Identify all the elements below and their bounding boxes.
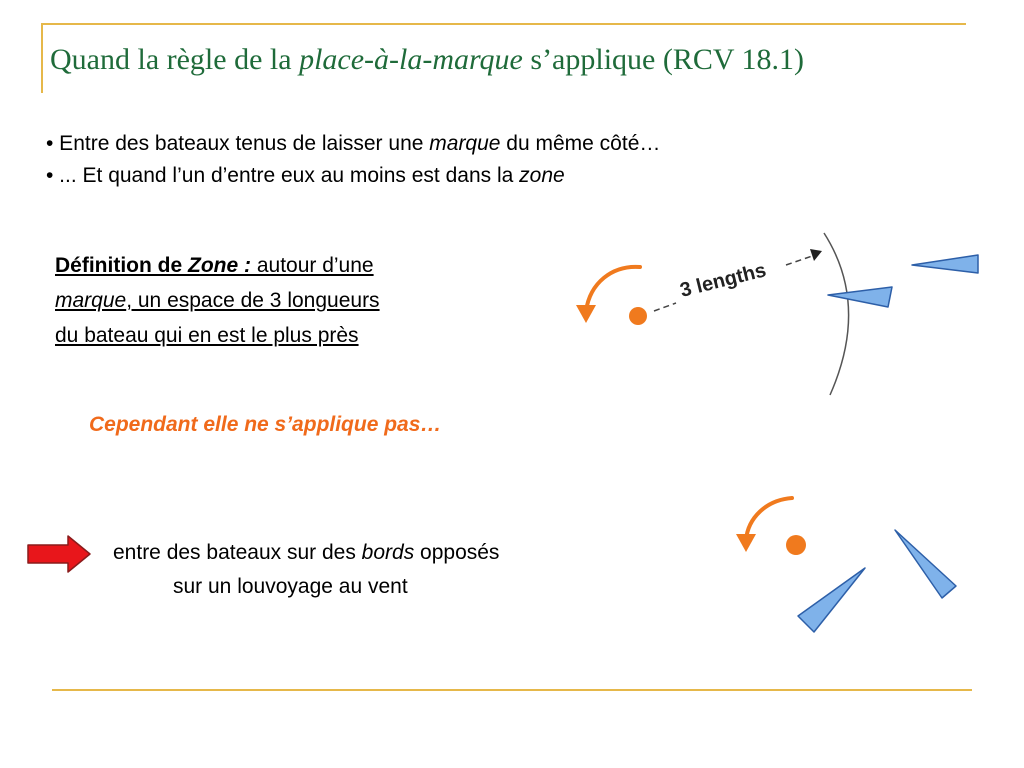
zone-diagram: [570, 225, 990, 400]
definition-heading-italic: Zone :: [188, 254, 251, 277]
bullet-item: [46, 128, 660, 160]
title-rule-top: [41, 23, 966, 25]
definition-line-2: [55, 283, 380, 318]
bullet-text: du même côté…: [500, 132, 661, 155]
zone-definition: [55, 248, 380, 353]
title-text-italic: place-à-la-marque: [299, 43, 523, 76]
bullet-item: [46, 160, 660, 192]
distance-arrowhead-icon: [810, 249, 822, 261]
definition-line-3: du bateau qui en est le plus près: [55, 324, 359, 347]
bullet-text: • Entre des bateaux tenus de laisser une: [46, 132, 430, 155]
condition-text-italic: bords: [361, 541, 415, 564]
distance-line-left: [654, 303, 676, 311]
condition-text: opposés: [414, 541, 500, 564]
definition-line-1: [55, 248, 380, 283]
boat-icon: [798, 568, 865, 632]
bullet-text: • ... Et quand l’un d’entre eux au moins est dans la: [46, 164, 520, 187]
red-arrow-icon: [26, 534, 92, 574]
title-text-2: s’applique (RCV 18.1): [522, 43, 804, 76]
footer-rule: [52, 689, 972, 691]
boat-icon: [828, 287, 892, 307]
exception-condition: [113, 536, 499, 604]
zone-boundary-arc: [824, 233, 849, 395]
condition-text: entre des bateaux sur des: [113, 541, 362, 564]
however-text: Cependant elle ne s’applique pas…: [89, 413, 442, 436]
definition-line-2-text: , un espace de 3 longueurs: [126, 289, 380, 312]
distance-line-right: [786, 255, 815, 265]
condition-line-1: [113, 536, 499, 570]
mark-icon: [786, 535, 806, 555]
boat-icon: [912, 255, 978, 273]
title-rule-left: [41, 23, 43, 93]
definition-line-2-italic: marque: [55, 289, 127, 312]
bullet-text-italic: zone: [519, 164, 565, 187]
slide-title: [50, 40, 1020, 80]
title-text-1: Quand la règle de la: [50, 43, 300, 76]
bullet-list: [46, 128, 660, 192]
distance-label: 3 lengths: [677, 259, 769, 302]
mark-rounding-arrowhead-icon: [736, 534, 756, 552]
definition-heading-text: Définition de: [55, 254, 188, 277]
mark-rounding-arrow-icon: [746, 498, 792, 540]
bullet-text-italic: marque: [429, 132, 501, 155]
boat-icon: [895, 530, 956, 598]
condition-line-2: sur un louvoyage au vent: [173, 575, 408, 598]
mark-rounding-arrow-icon: [586, 267, 640, 311]
mark-icon: [629, 307, 647, 325]
definition-heading: [55, 254, 251, 277]
definition-line-1-text: autour d’une: [251, 254, 374, 277]
mark-rounding-arrowhead-icon: [576, 305, 596, 323]
opposite-tacks-diagram: [730, 490, 970, 640]
